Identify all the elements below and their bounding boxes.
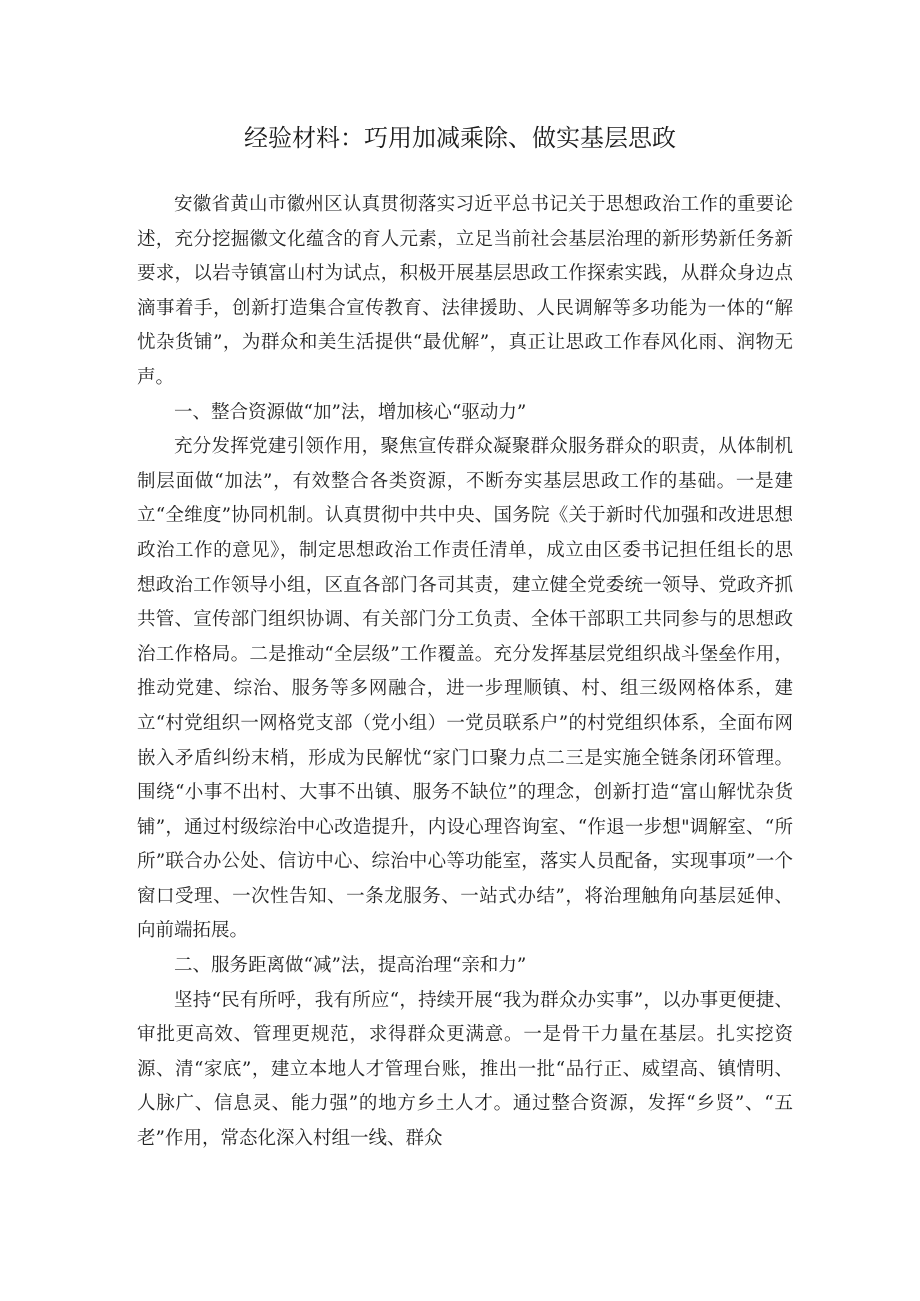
document-body: [137, 188, 793, 1157]
intro-paragraph: 安徽省黄山市徽州区认真贯彻落实习近平总书记关于思想政治工作的重要论述，充分挖掘徽文化蕴含的育人元素，立足当前社会基层治理的新形势新任务新要求，以岩寺镇富山村为试点，积极开展基层思政工作探索实践，从群众身边点滴事着手，创新打造集合宣传教育、法律援助、人民调解等多功能为一体的“解忧杂货铺”，为群众和美生活提供“最优解”，真正让思政工作春风化雨、润物无声。: [137, 194, 793, 388]
section-2-paragraph: 坚持“民有所呼，我有所应“，持续开展“我为群众办实事”，以办事更便捷、审批更高效、管理更规范，求得群众更满意。一是骨干力量在基层。扎实挖资源、清“家底”，建立本地人才管理台账，推出一批“品行正、威望高、镇情明、人脉广、信息灵、能力强”的地方乡土人才。通过整合资源，发挥“乡贤”、“五老”作用，常态化深入村组一线、群众: [137, 989, 793, 1150]
document-title: 经验材料：巧用加减乘除、做实基层思政: [244, 124, 676, 152]
section-1-paragraph: 充分发挥党建引领作用，聚焦宣传群众凝聚群众服务群众的职责，从体制机制层面做“加法”，有效整合各类资源，不断夯实基层思政工作的基础。一是建立“全维度”协同机制。认真贯彻中共中央、国务院《关于新时代加强和改进思想政治工作的意见》，制定思想政治工作责任清单，成立由区委书记担任组长的思想政治工作领导小组，区直各部门各司其责，建立健全党委统一领导、党政齐抓共管、宣传部门组织协调、有关部门分工负责、全体干部职工共同参与的思想政治工作格局。二是推动“全层级”工作覆盖。充分发挥基层党组织战斗堡垒作用，推动党建、综治、服务等多网融合，进一步理顺镇、村、组三级网格体系，建立“村党组织一网格党支部（党小组）一党员联系户”的村党组织体系，全面布网嵌入矛盾纠纷末梢，形成为民解忧“家门口聚力点二三是实施全链条闭环管理。围绕“小事不出村、大事不出镇、服务不缺位”的理念，创新打造“富山解忧杂货铺”，通过村级综治中心改造提升，内设心理咨询室、“作退一步想"调解室、“所所”联合办公处、信访中心、综治中心等功能室，落实人员配备，实现事项”一个窗口受理、一次性告知、一条龙服务、一站式办结”，将治理触角向基层延伸、向前端拓展。: [137, 436, 793, 942]
section-heading-2: 二、服务距离做“减”法，提高治理“亲和力”: [174, 955, 527, 977]
section-heading-1: 一、整合资源做“加”法，增加核心“驱动力”: [174, 401, 527, 423]
